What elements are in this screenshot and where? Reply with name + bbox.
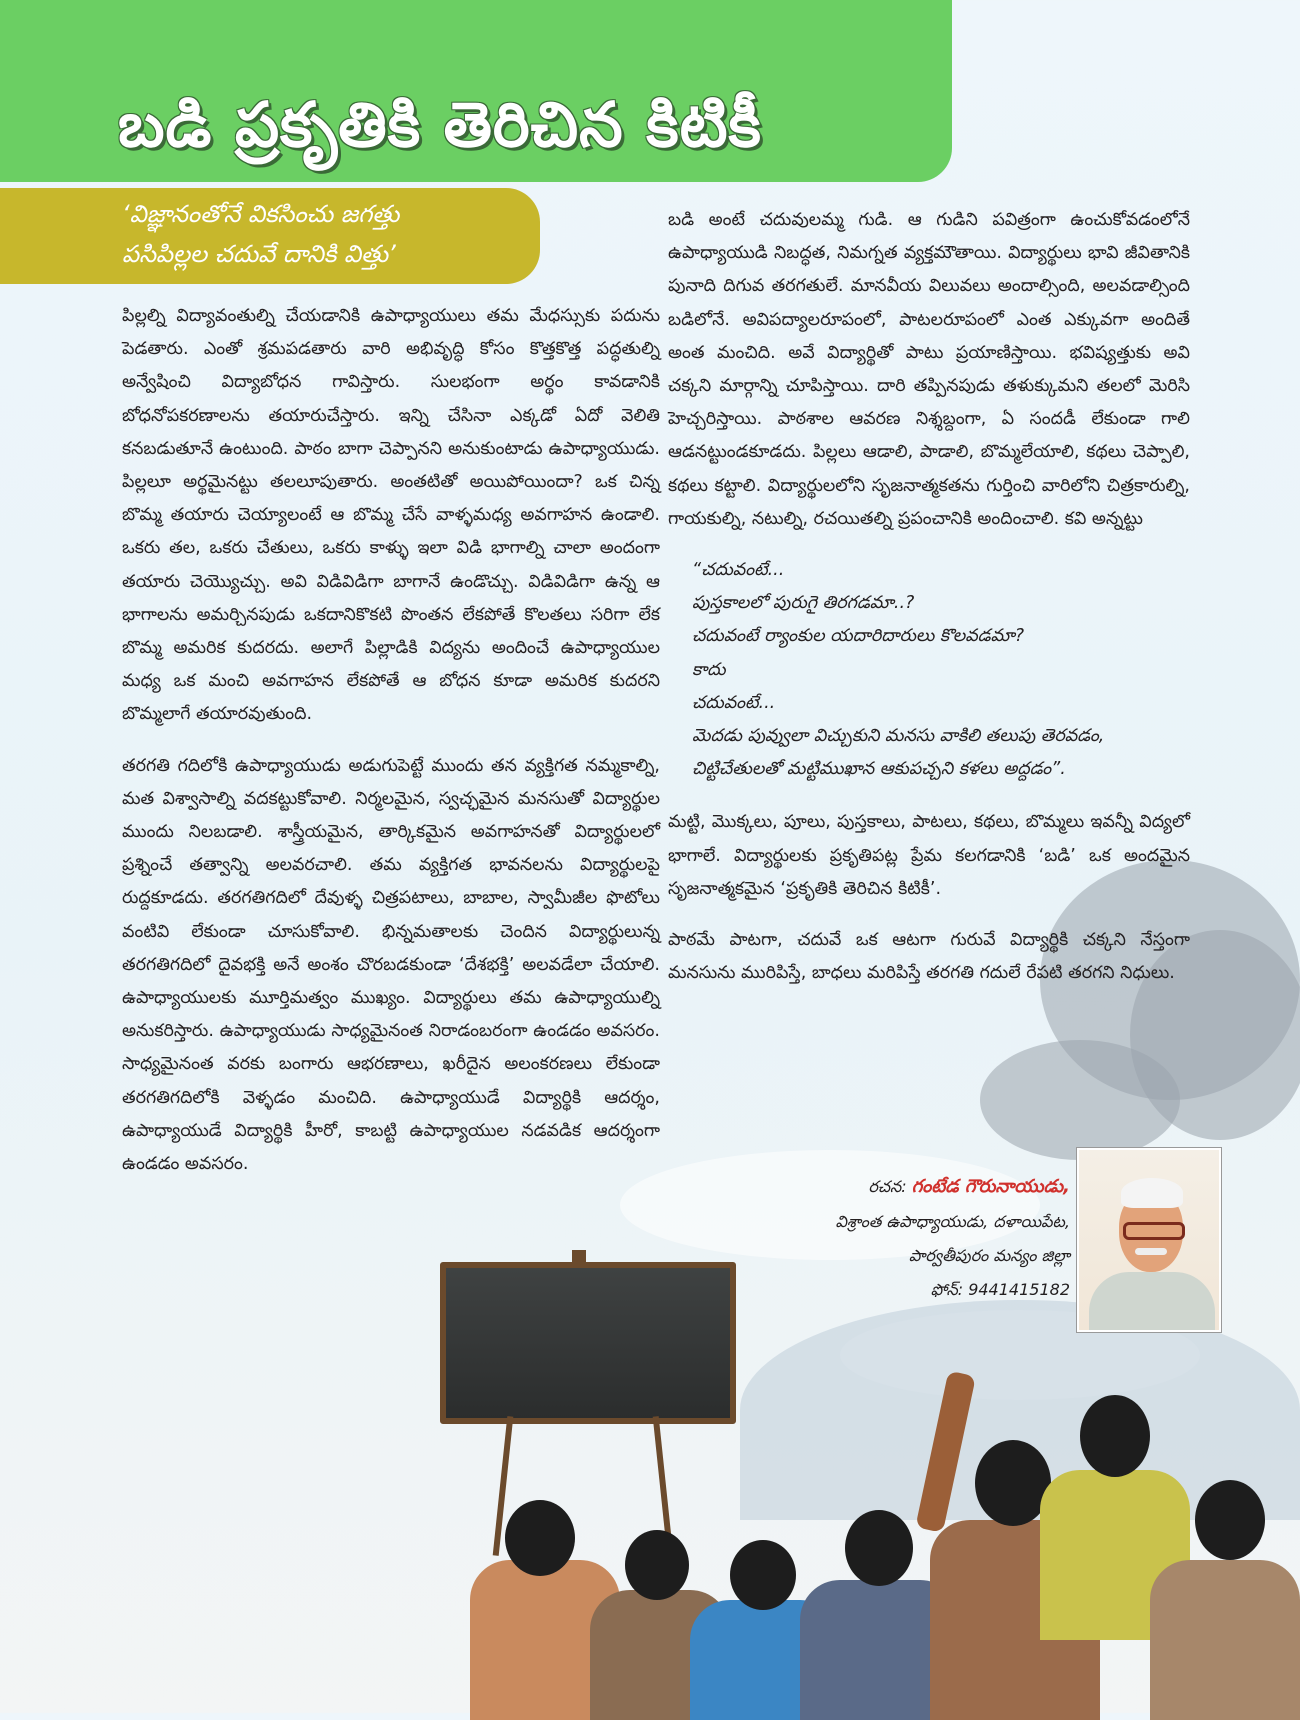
credit-label: రచన:	[868, 1177, 907, 1196]
right-column	[668, 204, 1190, 1008]
quote-box	[0, 188, 540, 284]
page-title: బడి ప్రకృతికి తెరిచిన కిటికీ	[118, 88, 762, 161]
credit-phone: ఫోన్: 9441415182	[930, 1280, 1070, 1299]
poem-line: మెదడు పువ్వులా విచ్చుకుని మనసు వాకిలి తలుపు తెరవడం,	[692, 726, 1105, 747]
background-cloud	[620, 1150, 1040, 1260]
credit-author-line	[868, 1176, 1070, 1201]
poem	[692, 554, 1190, 786]
quote-line-1: ‘విజ్ఞానంతోనే వికసించు జగత్తు	[122, 200, 400, 228]
paragraph: పాఠమే పాటగా, చదువే ఒక ఆటగా గురువే విద్యార్థికి చక్కని నేస్తంగా మనసును మురిపిస్తే, బాధలు మరిపిస్తే తరగతి గదులే రేపటి తరగని నిధులు.	[668, 930, 1190, 984]
paragraph: మట్టి, మొక్కలు, పూలు, పుస్తకాలు, పాటలు, కథలు, బొమ్మలు ఇవన్నీ విద్యలో భాగాలే. విద్యార్థులకు ప్రకృతిపట్ల ప్రేమ కలగడానికి ‘బడి’ ఒక అందమైన సృజనాత్మకమైన ‘ప్రకృతికి తెరిచిన కిటికీ’.	[668, 812, 1190, 899]
blackboard-illustration	[440, 1262, 736, 1424]
credit-district: పార్వతీపురం మన్యం జిల్లా	[908, 1246, 1070, 1265]
paragraph: బడి అంటే చదువులమ్మ గుడి. ఆ గుడిని పవిత్రంగా ఉంచుకోవడంలోనే ఉపాధ్యాయుడి నిబద్ధత, నిమగ్నత వ్యక్తమౌతాయి. విద్యార్థులు భావి జీవితానికి పునాది దిగువ తరగతులే. మానవీయ విలువలు అందాల్సింది, అలవడాల్సింది బడిలోనే. అవిపద్యాలరూపంలో, పాటలరూపంలో ఎంత ఎక్కువగా అందితే అంత మంచిది. అవే విద్యార్థితో పాటు ప్రయాణిస్తాయి. భవిష్యత్తుకు అవి చక్కని మార్గాన్ని చూపిస్తాయి. దారి తప్పినపుడు తళుక్కుమని తలలో మెరిసి హెచ్చరిస్తాయి. పాఠశాల ఆవరణ నిశ్శబ్దంగా, ఏ సందడీ లేకుండా గాలి ఆడనట్టుండకూడదు. పిల్లలు ఆడాలి, పాడాలి, బొమ్మలేయాలి, కథలు చెప్పాలి, కథలు కట్టాలి. విద్యార్థులలోని సృజనాత్మకతను గుర్తించి వారిలోని చిత్రకారుల్ని, గాయకుల్ని, నటుల్ని, రచయితల్ని ప్రపంచానికి అందించాలి. కవి అన్నట్టు	[668, 210, 1190, 529]
author-photo	[1077, 1148, 1221, 1332]
left-column	[122, 300, 660, 1199]
poem-line: చదువంటే...	[692, 692, 776, 713]
paragraph: తరగతి గదిలోకి ఉపాధ్యాయుడు అడుగుపెట్టే ముందు తన వ్యక్తిగత నమ్మకాల్ని, మత విశ్వాసాల్ని వదకట్టుకోవాలి. నిర్మలమైన, స్వచ్ఛమైన మనసుతో విద్యార్థుల ముందు నిలబడాలి. శాస్త్రీయమైన, తార్కికమైన అవగాహనతో విద్యార్థులలో ప్రశ్నించే తత్వాన్ని అలవరచాలి. తమ వ్యక్తిగత భావనలను విద్యార్థులపై రుద్దకూడదు. తరగతిగదిలో దేవుళ్ళ చిత్రపటాలు, బాబాల, స్వామీజీల ఫొటోలు వంటివి లేకుండా చూసుకోవాలి. భిన్నమతాలకు చెందిన విద్యార్థులున్న తరగతిగదిలో దైవభక్తి అనే అంశం చొరబడకుండా ‘దేశభక్తి’ అలవడేలా చేయాలి. ఉపాధ్యాయులకు మూర్తిమత్వం ముఖ్యం. విద్యార్థులు తమ ఉపాధ్యాయుల్ని అనుకరిస్తారు. ఉపాధ్యాయుడు సాధ్యమైనంత నిరాడంబరంగా ఉండడం అవసరం. సాధ్యమైనంత వరకు బంగారు ఆభరణాలు, ఖరీదైన అలంకరణలు లేకుండా తరగతిగదిలోకి వెళ్ళడం మంచిది. ఉపాధ్యాయుడే విద్యార్థికి ఆదర్శం, ఉపాధ్యాయుడే విద్యార్థికి హీరో, కాబట్టి ఉపాధ్యాయుల నడవడిక ఆదర్శంగా ఉండడం అవసరం.	[122, 755, 660, 1175]
credit-designation: విశ్రాంత ఉపాధ్యాయుడు, దళాయిపేట,	[835, 1212, 1070, 1231]
poem-line: చదువంటే ర్యాంకుల యదారిదారులు కొలవడమా?	[692, 626, 1025, 647]
poem-line: “చదువంటే...	[692, 560, 785, 581]
poem-line: కాదు	[692, 659, 726, 680]
quote-line-2: పసిపిల్లల చదువే దానికి విత్తు’	[122, 240, 396, 268]
author-name: గంటేడ గౌరునాయుడు,	[911, 1176, 1070, 1197]
background-tree	[980, 1040, 1180, 1160]
poem-line: చిట్టిచేతులతో మట్టిముఖాన ఆకుపచ్చని కళలు అద్దడం”.	[692, 759, 1066, 780]
paragraph: పిల్లల్ని విద్యావంతుల్ని చేయడానికి ఉపాధ్యాయులు తమ మేధస్సుకు పదును పెడతారు. ఎంతో శ్రమపడతారు వారి అభివృద్ధి కోసం కొత్తకొత్త పద్ధతుల్ని అన్వేషించి విద్యాబోధన గావిస్తారు. సులభంగా అర్థం కావడానికి బోధనోపకరణాలను తయారుచేస్తారు. ఇన్ని చేసినా ఎక్కడో ఏదో వెలితి కనబడుతూనే ఉంటుంది. పాఠం బాగా చెప్పానని అనుకుంటాడు ఉపాధ్యాయుడు. పిల్లలూ అర్థమైనట్టు తలలూపుతారు. అంతటితో అయిపోయిందా? ఒక చిన్న బొమ్మ తయారు చెయ్యాలంటే ఆ బొమ్మ చేసే వాళ్ళమధ్య అవగాహన ఉండాలి. ఒకరు తల, ఒకరు చేతులు, ఒకరు కాళ్ళు ఇలా విడి భాగాల్ని చాలా అందంగా తయారు చెయ్యొచ్చు. అవి విడివిడిగా బాగానే ఉండొచ్చు. విడివిడిగా ఉన్న ఆ భాగాలను అమర్చినపుడు ఒకదానికొకటి పొంతన లేకపోతే కొలతలు సరిగా లేక బొమ్మ అమరిక కుదరదు. అలాగే పిల్లాడికి విద్యను అందించే ఉపాధ్యాయుల మధ్య ఒక మంచి అవగాహన లేకపోతే ఆ బోధన కూడా అమరిక కుదరని బొమ్మలాగే తయారవుతుంది.	[122, 306, 660, 725]
poem-line: పుస్తకాలలో పురుగై తిరగడమా..?	[692, 593, 915, 614]
